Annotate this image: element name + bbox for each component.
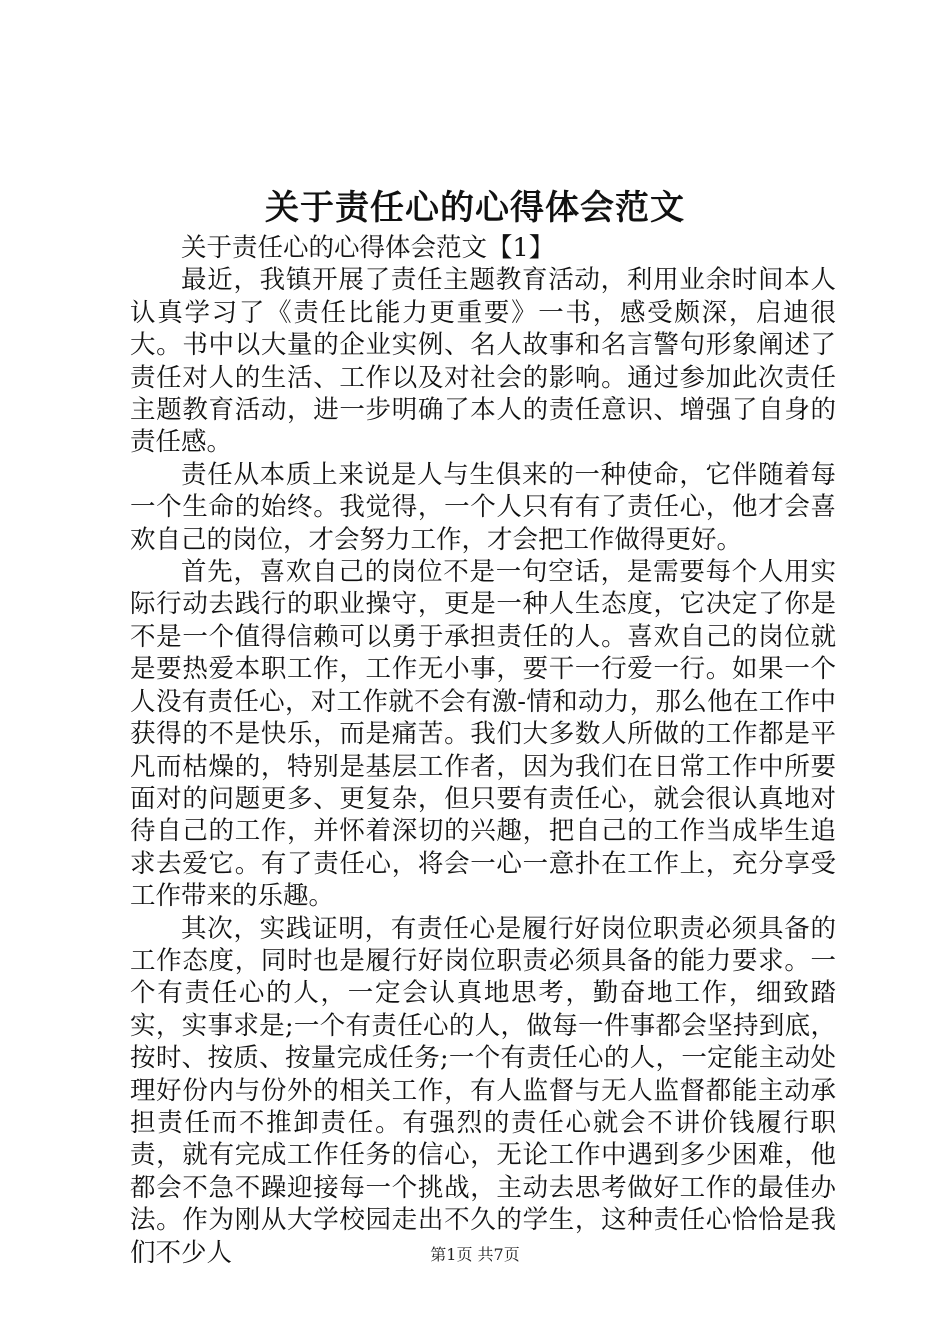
paragraph: 最近，我镇开展了责任主题教育活动，利用业余时间本人认真学习了《责任比能力更重要》一书，感受颇深，启迪很大。书中以大量的企业实例、名人故事和名言警句形象阐述了责任对人的生活、工作以及对社会的影响。通过参加此次责任主题教育活动，进一步明确了本人的责任意识、增强了自身的责任感。 xyxy=(130,265,836,458)
paragraph: 首先，喜欢自己的岗位不是一句空话，是需要每个人用实际行动去践行的职业操守，更是一种人生态度，它决定了你是不是一个值得信赖可以勇于承担责任的人。喜欢自己的岗位就是要热爱本职工作，工作无小事，要干一行爱一行。如果一个人没有责任心，对工作就不会有激-情和动力，那么他在工作中获得的不是快乐，而是痛苦。我们大多数人所做的工作都是平凡而枯燥的，特别是基层工作者，因为我们在日常工作中所要面对的问题更多、更复杂，但只要有责任心，就会很认真地对待自己的工作，并怀着深切的兴趣，把自己的工作当成毕生追求去爱它。有了责任心，将会一心一意扑在工作上，充分享受工作带来的乐趣。 xyxy=(130,557,836,912)
paragraph: 其次，实践证明，有责任心是履行好岗位职责必须具备的工作态度，同时也是履行好岗位职责必须具备的能力要求。一个有责任心的人，一定会认真地思考，勤奋地工作，细致踏实，实事求是;一个有责任心的人，做每一件事都会坚持到底，按时、按质、按量完成任务;一个有责任心的人，一定能主动处理好份内与份外的相关工作，有人监督与无人监督都能主动承担责任而不推卸责任。有强烈的责任心就会不讲价钱履行职责，就有完成工作任务的信心，无论工作中遇到多少困难，他都会不急不躁迎接每一个挑战，主动去思考做好工作的最佳办法。作为刚从大学校园走出不久的学生，这种责任心恰恰是我们不少人 xyxy=(130,913,836,1268)
document-title: 关于责任心的心得体会范文 xyxy=(265,188,685,228)
paragraph: 责任从本质上来说是人与生俱来的一种使命，它伴随着每一个生命的始终。我觉得，一个人只有有了责任心，他才会喜欢自己的岗位，才会努力工作，才会把工作做得更好。 xyxy=(130,459,836,555)
document-body xyxy=(130,232,836,1269)
section-heading: 关于责任心的心得体会范文【1】 xyxy=(181,233,555,263)
page-number-footer: 第1页 共7页 xyxy=(430,1245,520,1264)
